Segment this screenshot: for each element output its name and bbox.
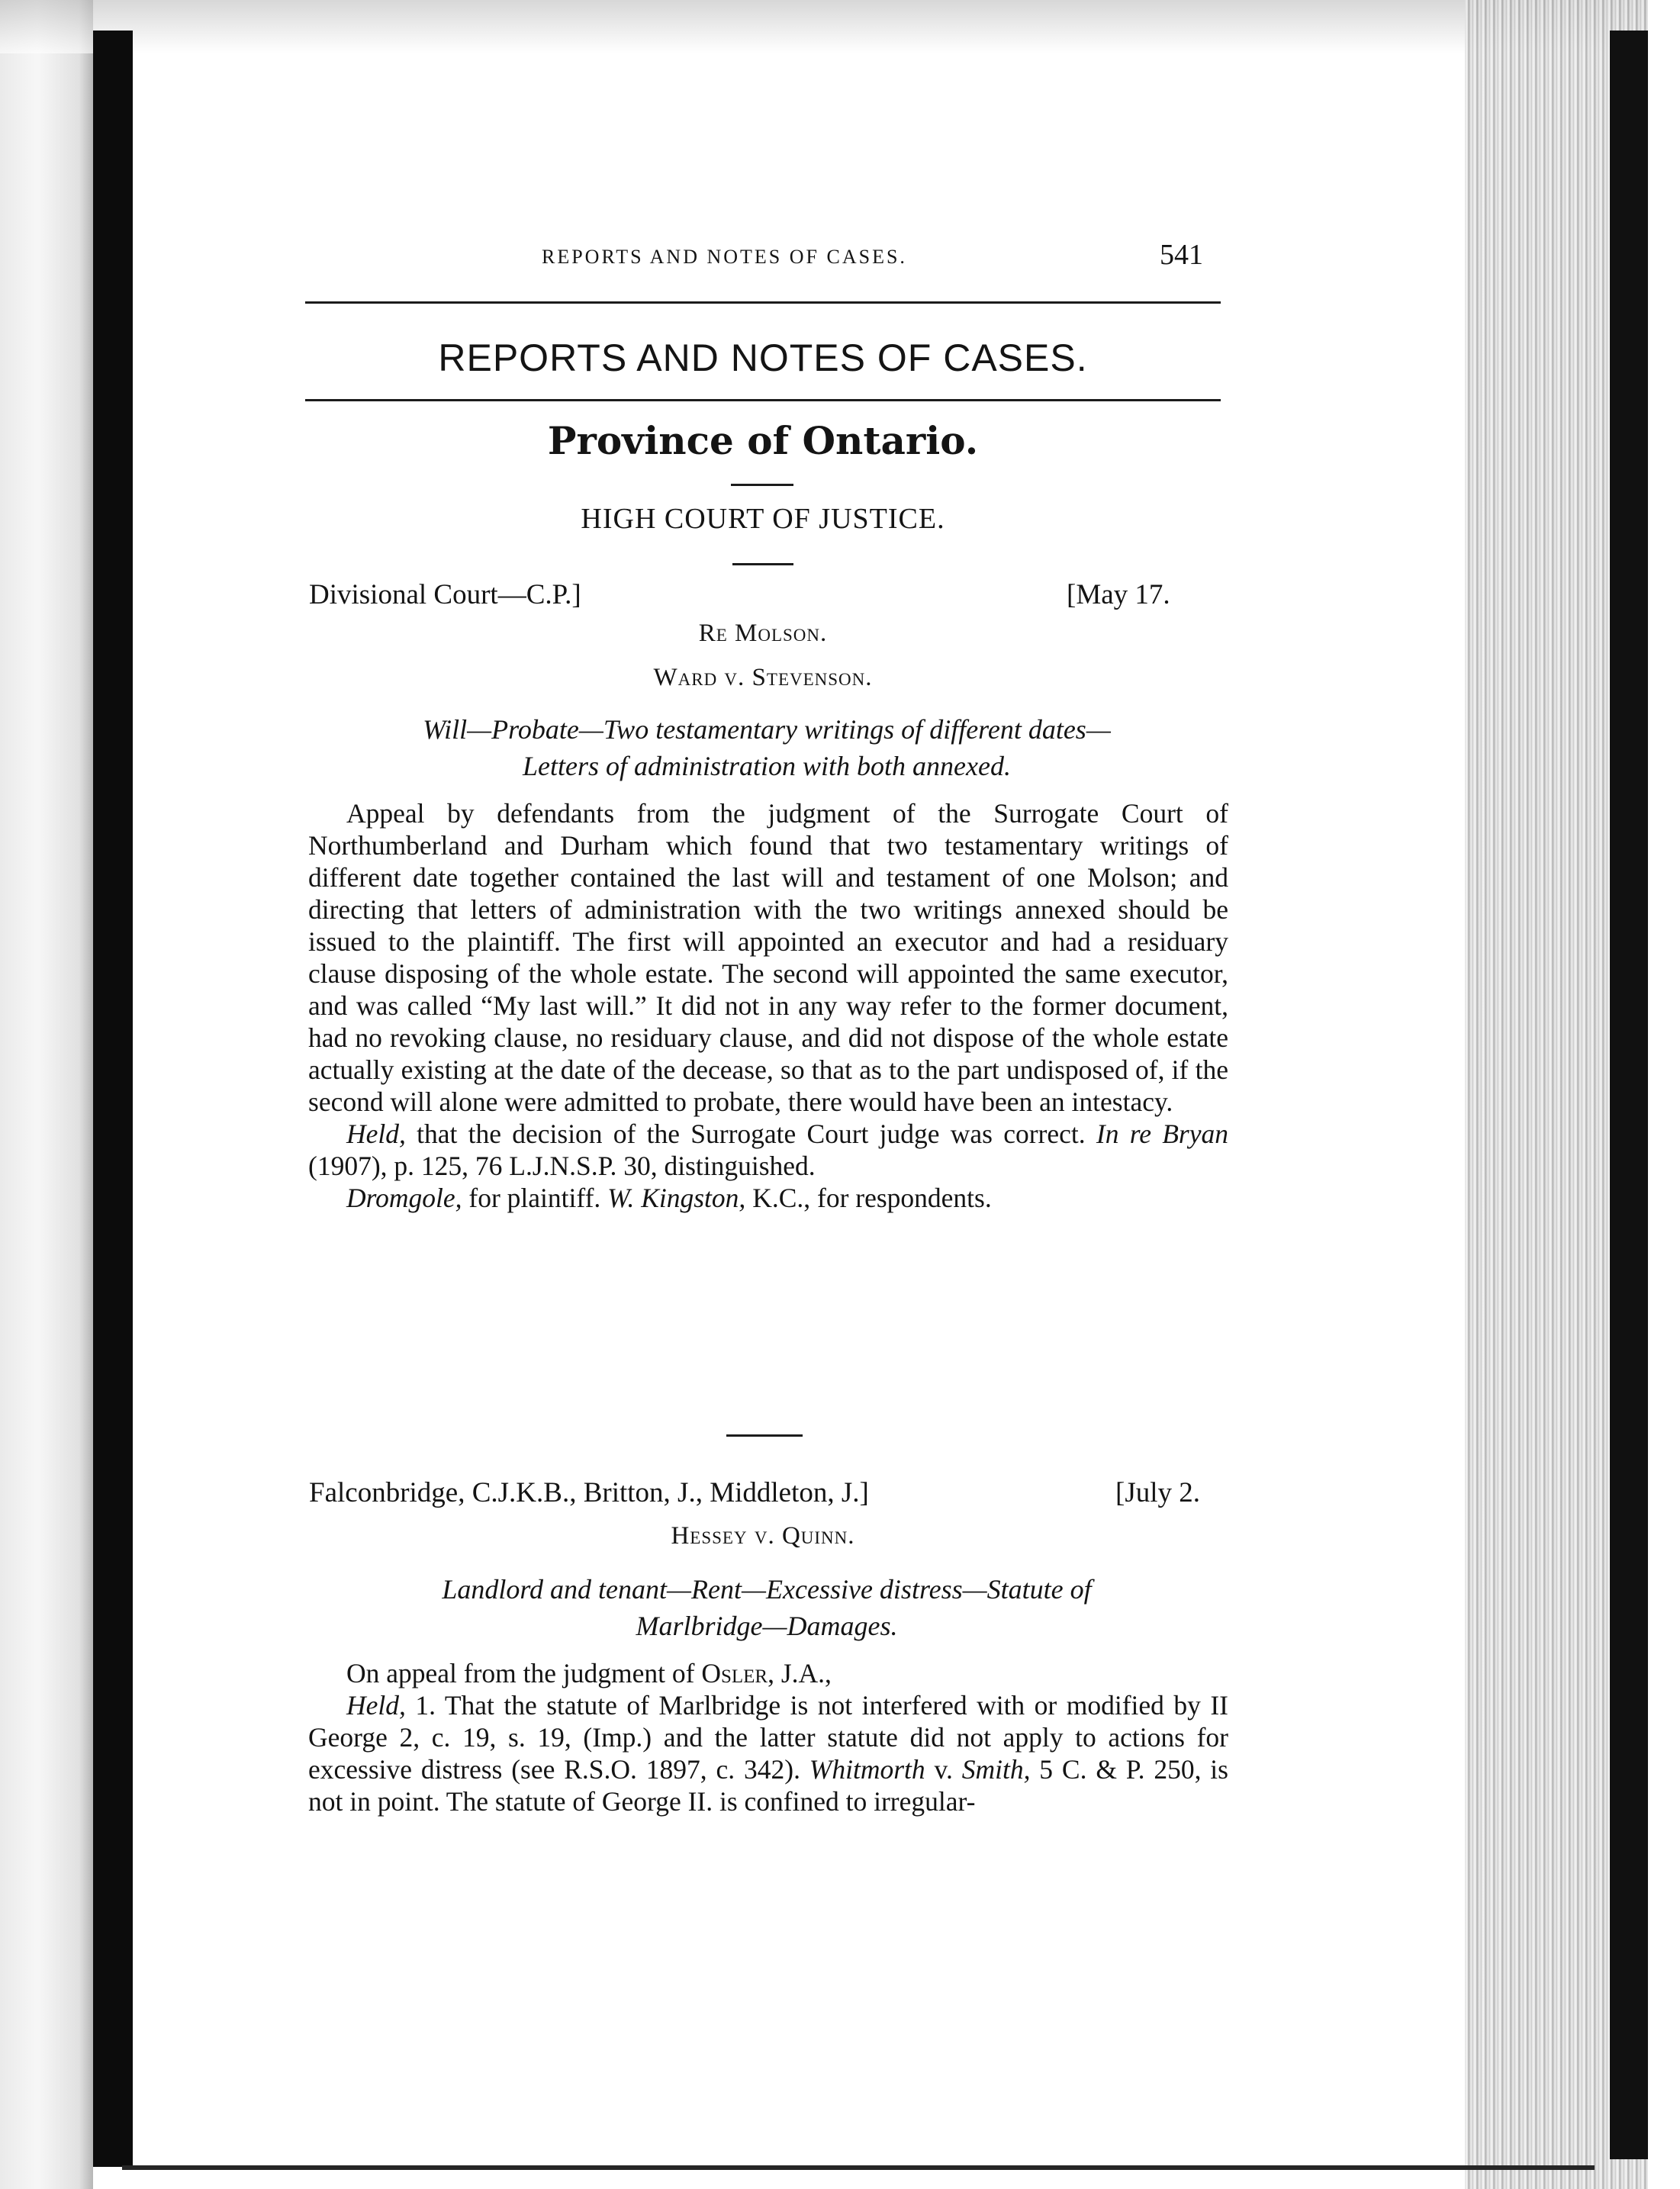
counsel-plaintiff: Dromgole, bbox=[346, 1183, 462, 1213]
held-text: 1. That the statute of Marlbridge is not interfered with or modified by II George 2, c. 19, s. 19, (Imp.) and the latter statute did not apply to actions for excessive distress (see R.S.O. 1897, c. 342). bbox=[308, 1690, 1228, 1785]
case1-paragraph: Appeal by defendants from the judgment of the Surrogate Court of Northumberland and Durham which found that two testamentary writings of different date together contained the last will and testament of one Molson; and directing that letters of administration with the two writings annexed should be issued to the plaintiff. The first will appointed an executor and had a residuary clause disposing of the whole estate. The second will appointed the same executor, and was called “My last will.” It did not in any way refer to the former document, had no revoking clause, no residuary clause, and did not dispose of the whole estate actually existing at the date of the decease, so that as to the part undisposed of, if the second will alone were admitted to probate, there would have been an intestacy. bbox=[308, 798, 1228, 1117]
case2-appeal-paragraph bbox=[308, 1657, 1228, 1689]
appeal-text: On appeal from the judgment of bbox=[346, 1658, 702, 1688]
held-text-rest: (1907), p. 125, 76 L.J.N.S.P. 30, distinguished. bbox=[308, 1151, 816, 1181]
case1-date: [May 17. bbox=[1067, 579, 1170, 610]
judge-name: Osler bbox=[701, 1658, 768, 1688]
cited-case: In re Bryan bbox=[1096, 1119, 1228, 1149]
case1-counsel-paragraph bbox=[308, 1182, 1228, 1214]
running-head: REPORTS AND NOTES OF CASES. bbox=[542, 246, 907, 268]
court-title: HIGH COURT OF JUSTICE. bbox=[581, 503, 945, 535]
case2-date: [July 2. bbox=[1115, 1477, 1200, 1508]
case1-headnote-line1: Will—Probate—Two testamentary writings of different dates— bbox=[423, 714, 1111, 745]
case1-body bbox=[308, 797, 1228, 1214]
cited-case: Whitmorth bbox=[809, 1754, 925, 1785]
case2-headnote-line2: Marlbridge—Damages. bbox=[636, 1611, 898, 1641]
case2-body bbox=[308, 1657, 1228, 1817]
held-label: Held, bbox=[346, 1119, 406, 1149]
page-number: 541 bbox=[1160, 239, 1203, 271]
section-title: REPORTS AND NOTES OF CASES. bbox=[438, 336, 1088, 379]
divider bbox=[732, 563, 793, 565]
counsel-text: for plaintiff. bbox=[462, 1183, 608, 1213]
case1-court: Divisional Court—C.P.] bbox=[309, 579, 581, 610]
section-rule bbox=[305, 399, 1221, 401]
counsel-text-rest: K.C., for respondents. bbox=[745, 1183, 992, 1213]
case1-name: Re Molson. bbox=[698, 620, 828, 647]
versus: v. bbox=[925, 1754, 962, 1785]
province-title: Province of Ontario. bbox=[547, 418, 979, 463]
case1-held-paragraph bbox=[308, 1118, 1228, 1182]
case2-headnote-line1: Landlord and tenant—Rent—Excessive distress—Statute of bbox=[442, 1574, 1092, 1605]
cited-case-second: Smith, bbox=[961, 1754, 1031, 1785]
divider bbox=[726, 1434, 803, 1437]
held-label: Held, bbox=[346, 1690, 406, 1721]
case1-name-second: Ward v. Stevenson. bbox=[653, 664, 873, 691]
divider bbox=[731, 484, 793, 486]
case2-court: Falconbridge, C.J.K.B., Britton, J., Middleton, J.] bbox=[309, 1477, 869, 1508]
held-text: that the decision of the Surrogate Court judge was correct. bbox=[405, 1119, 1096, 1149]
case1-headnote-line2: Letters of administration with both annexed. bbox=[523, 751, 1011, 781]
header-rule bbox=[305, 301, 1221, 304]
case2-held-paragraph bbox=[308, 1689, 1228, 1817]
appeal-text-rest: , J.A., bbox=[768, 1658, 832, 1688]
counsel-respondents: W. Kingston, bbox=[607, 1183, 746, 1213]
case2-name: Hessey v. Quinn. bbox=[671, 1522, 855, 1550]
held-text-rest: 5 C. & P. 250, is not in point. The statute of George II. is confined to irregular- bbox=[308, 1754, 1228, 1817]
